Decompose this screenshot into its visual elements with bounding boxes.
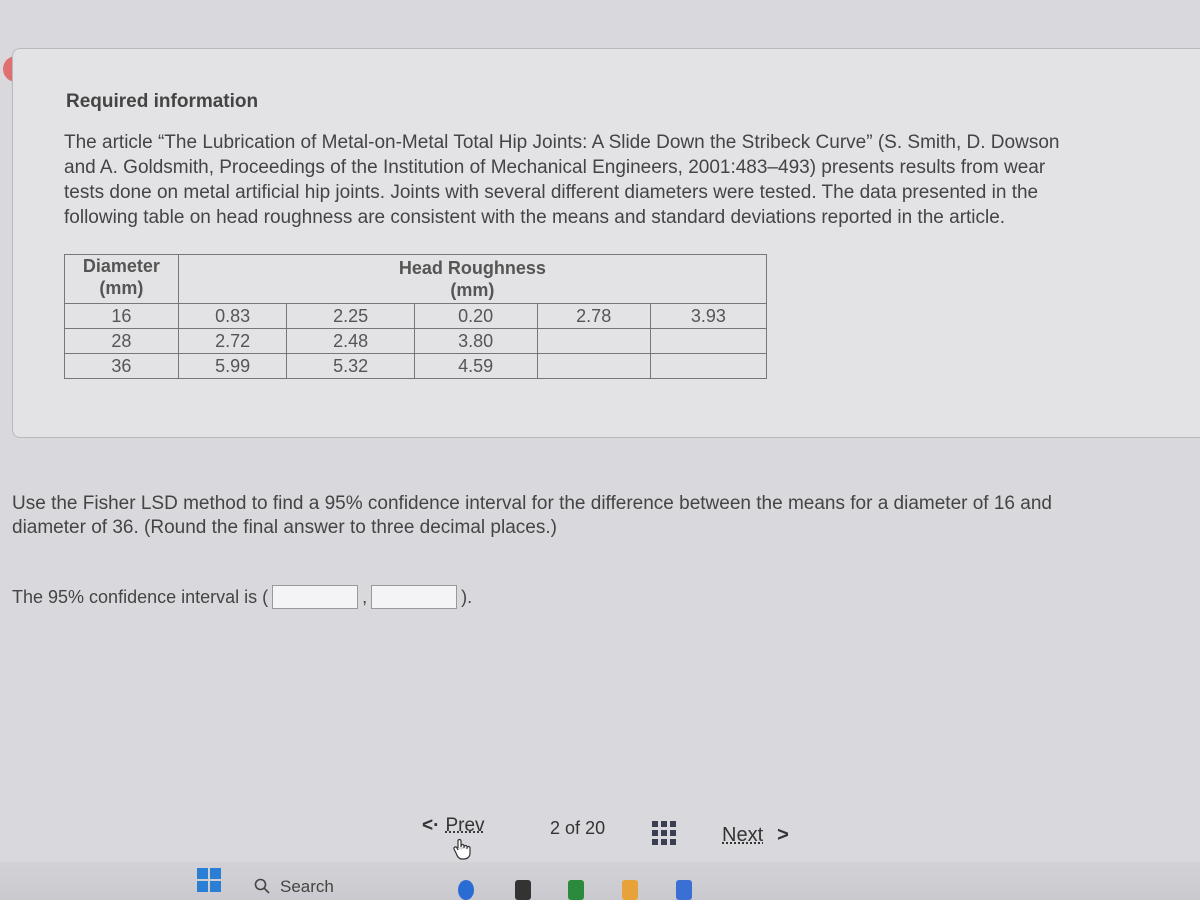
roughness-cell: [537, 329, 650, 354]
chevron-right-icon: >: [777, 824, 789, 846]
head-roughness-header: Head Roughness (mm): [178, 255, 766, 304]
roughness-cell: 3.93: [650, 304, 766, 329]
next-button[interactable]: [722, 824, 789, 847]
roughness-cell: 2.25: [287, 304, 414, 329]
answer-row: [12, 585, 472, 609]
head-roughness-table: [64, 254, 767, 379]
answer-prefix: The 95% confidence interval is (: [12, 586, 269, 607]
lower-bound-input[interactable]: [272, 585, 358, 609]
roughness-cell: 2.48: [287, 329, 414, 354]
roughness-cell: [650, 329, 766, 354]
table-row: [65, 329, 767, 354]
roughness-cell: [537, 354, 650, 379]
answer-separator: ,: [362, 586, 368, 607]
article-line: and A. Goldsmith, Proceedings of the Institution of Mechanical Engineers, 2001:483–493) presents results from wear: [64, 157, 1046, 178]
diameter-cell: 16: [65, 304, 179, 329]
article-line: following table on head roughness are consistent with the means and standard deviations reported in the article.: [64, 207, 1006, 228]
hand-cursor-icon: [452, 838, 472, 860]
prev-label[interactable]: Prev: [445, 815, 485, 836]
roughness-cell: 2.78: [537, 304, 650, 329]
question-line: diameter of 36. (Round the final answer to three decimal places.): [12, 517, 557, 538]
roughness-cell: [650, 354, 766, 379]
article-line: The article “The Lubrication of Metal-on-Metal Total Hip Joints: A Slide Down the Stribeck Curve” (S. Smith, D. Dowson: [64, 132, 1060, 153]
taskbar-app-icon[interactable]: [676, 880, 692, 900]
question-text: [12, 492, 1200, 540]
search-icon[interactable]: [254, 878, 270, 894]
taskbar: [0, 862, 1200, 900]
diameter-cell: 36: [65, 354, 179, 379]
table-header-row: [65, 255, 767, 304]
chevron-left-icon: <·: [422, 815, 440, 836]
roughness-cell: 2.72: [178, 329, 287, 354]
prev-button[interactable]: [422, 815, 485, 837]
article-description: [64, 130, 1200, 230]
diameter-header: Diameter (mm): [65, 255, 179, 304]
roughness-cell: 4.59: [414, 354, 537, 379]
taskbar-app-icon[interactable]: [458, 880, 474, 900]
taskbar-app-icon[interactable]: [622, 880, 638, 900]
roughness-cell: 0.20: [414, 304, 537, 329]
table-row: [65, 354, 767, 379]
windows-start-icon[interactable]: [197, 868, 221, 892]
diameter-cell: 28: [65, 329, 179, 354]
roughness-cell: 3.80: [414, 329, 537, 354]
next-label[interactable]: Next: [722, 824, 764, 846]
question-line: Use the Fisher LSD method to find a 95% confidence interval for the difference between the means for a diameter of 16 and: [12, 493, 1052, 514]
required-info-title: Required information: [66, 91, 259, 112]
taskbar-search-label[interactable]: Search: [280, 877, 334, 896]
article-line: tests done on metal artificial hip joints. Joints with several different diameters were tested. The data presented in the: [64, 182, 1039, 203]
roughness-cell: 5.32: [287, 354, 414, 379]
answer-suffix: ).: [461, 586, 473, 607]
question-grid-icon[interactable]: [651, 820, 677, 846]
page-indicator: 2 of 20: [550, 818, 606, 838]
roughness-cell: 5.99: [178, 354, 287, 379]
table-row: [65, 304, 767, 329]
upper-bound-input[interactable]: [371, 585, 457, 609]
taskbar-app-icon[interactable]: [568, 880, 584, 900]
taskbar-app-icon[interactable]: [515, 880, 531, 900]
roughness-cell: 0.83: [178, 304, 287, 329]
